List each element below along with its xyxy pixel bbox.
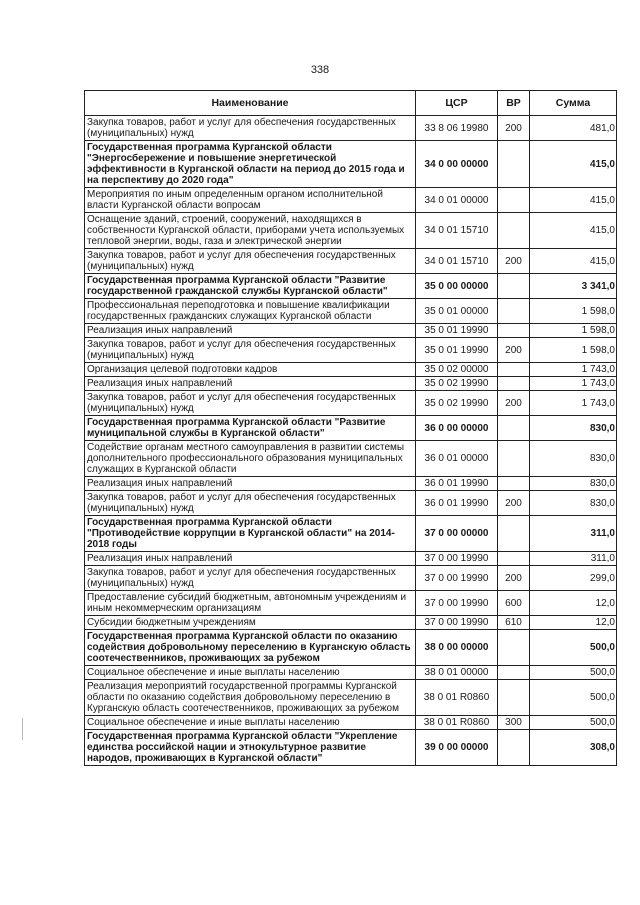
table-row	[85, 716, 617, 730]
cell-sum: 830,0	[530, 491, 617, 516]
cell-csr: 37 0 00 00000	[416, 516, 498, 552]
cell-sum: 500,0	[530, 666, 617, 680]
table-row	[85, 666, 617, 680]
cell-vr	[498, 516, 530, 552]
table-row	[85, 591, 617, 616]
cell-csr: 35 0 02 19990	[416, 377, 498, 391]
header-sum: Сумма	[530, 91, 617, 116]
header-name: Наименование	[85, 91, 416, 116]
cell-name: Реализация иных направлений	[85, 377, 416, 391]
table-row	[85, 116, 617, 141]
cell-csr: 34 0 01 00000	[416, 188, 498, 213]
cell-sum: 415,0	[530, 213, 617, 249]
cell-vr: 200	[498, 249, 530, 274]
cell-name: Организация целевой подготовки кадров	[85, 363, 416, 377]
cell-name: Закупка товаров, работ и услуг для обеспечения государственных (муниципальных) нужд	[85, 338, 416, 363]
cell-vr	[498, 299, 530, 324]
cell-vr	[498, 274, 530, 299]
cell-vr: 610	[498, 616, 530, 630]
table-row	[85, 141, 617, 188]
cell-vr	[498, 441, 530, 477]
cell-csr: 38 0 01 00000	[416, 666, 498, 680]
cell-sum: 830,0	[530, 416, 617, 441]
cell-csr: 35 0 01 19990	[416, 338, 498, 363]
table-row	[85, 441, 617, 477]
table-row	[85, 616, 617, 630]
cell-name: Государственная программа Курганской области "Энергосбережение и повышение энергетической эффективности в Курганской области на период до 2015 года и на перспективу до 2020 года"	[85, 141, 416, 188]
cell-name: Мероприятия по иным определенным органом исполнительной власти Курганской области вопросам	[85, 188, 416, 213]
cell-vr: 200	[498, 491, 530, 516]
cell-csr: 37 0 00 19990	[416, 566, 498, 591]
cell-vr	[498, 477, 530, 491]
cell-sum: 299,0	[530, 566, 617, 591]
cell-vr	[498, 188, 530, 213]
cell-csr: 36 0 01 00000	[416, 441, 498, 477]
cell-sum: 1 598,0	[530, 338, 617, 363]
table-row	[85, 274, 617, 299]
cell-sum: 500,0	[530, 630, 617, 666]
cell-name: Социальное обеспечение и иные выплаты населению	[85, 716, 416, 730]
cell-csr: 35 0 02 00000	[416, 363, 498, 377]
cell-vr	[498, 630, 530, 666]
cell-sum: 311,0	[530, 516, 617, 552]
table-row	[85, 566, 617, 591]
cell-name: Субсидии бюджетным учреждениям	[85, 616, 416, 630]
cell-csr: 37 0 00 19990	[416, 552, 498, 566]
cell-sum: 3 341,0	[530, 274, 617, 299]
table-row	[85, 338, 617, 363]
budget-table	[84, 90, 617, 766]
cell-csr: 36 0 01 19990	[416, 477, 498, 491]
table-row	[85, 680, 617, 716]
cell-csr: 36 0 01 19990	[416, 491, 498, 516]
cell-name: Государственная программа Курганской области по оказанию содействия добровольному переселению в Курганскую область соотечественников, проживающих за рубежом	[85, 630, 416, 666]
cell-sum: 415,0	[530, 141, 617, 188]
cell-vr: 200	[498, 338, 530, 363]
cell-vr: 200	[498, 566, 530, 591]
cell-name: Государственная программа Курганской области "Укрепление единства российской нации и этнокультурное развитие народов, проживающих в Курганской области"	[85, 730, 416, 766]
cell-sum: 830,0	[530, 441, 617, 477]
cell-name: Закупка товаров, работ и услуг для обеспечения государственных (муниципальных) нужд	[85, 116, 416, 141]
cell-sum: 415,0	[530, 188, 617, 213]
cell-csr: 35 0 02 19990	[416, 391, 498, 416]
table-row	[85, 324, 617, 338]
cell-name: Государственная программа Курганской области "Противодействие коррупции в Курганской области" на 2014-2018 годы	[85, 516, 416, 552]
cell-csr: 35 0 01 00000	[416, 299, 498, 324]
table-row	[85, 730, 617, 766]
table-row	[85, 477, 617, 491]
cell-csr: 38 0 01 R0860	[416, 680, 498, 716]
table-row	[85, 552, 617, 566]
cell-vr: 200	[498, 391, 530, 416]
cell-csr: 39 0 00 00000	[416, 730, 498, 766]
table-body	[85, 116, 617, 766]
cell-sum: 308,0	[530, 730, 617, 766]
table-row	[85, 188, 617, 213]
cell-name: Закупка товаров, работ и услуг для обеспечения государственных (муниципальных) нужд	[85, 566, 416, 591]
cell-csr: 33 8 06 19980	[416, 116, 498, 141]
cell-name: Социальное обеспечение и иные выплаты населению	[85, 666, 416, 680]
cell-name: Закупка товаров, работ и услуг для обеспечения государственных (муниципальных) нужд	[85, 391, 416, 416]
header-vr: ВР	[498, 91, 530, 116]
cell-sum: 1 743,0	[530, 391, 617, 416]
cell-vr	[498, 680, 530, 716]
cell-sum: 1 743,0	[530, 363, 617, 377]
cell-vr: 600	[498, 591, 530, 616]
cell-csr: 35 0 01 19990	[416, 324, 498, 338]
table-header-row	[85, 91, 617, 116]
table-row	[85, 391, 617, 416]
cell-sum: 311,0	[530, 552, 617, 566]
cell-name: Оснащение зданий, строений, сооружений, находящихся в собственности Курганской области, приборами учета используемых тепловой энергии, воды, газа и электрической энергии	[85, 213, 416, 249]
table-row	[85, 416, 617, 441]
cell-name: Реализация иных направлений	[85, 324, 416, 338]
table-row	[85, 491, 617, 516]
cell-csr: 38 0 00 00000	[416, 630, 498, 666]
cell-sum: 12,0	[530, 591, 617, 616]
cell-vr	[498, 666, 530, 680]
cell-name: Содействие органам местного самоуправления в развитии системы дополнительного профессионального образования муниципальных служащих в Курганской области	[85, 441, 416, 477]
cell-csr: 36 0 00 00000	[416, 416, 498, 441]
cell-csr: 35 0 00 00000	[416, 274, 498, 299]
cell-name: Государственная программа Курганской области "Развитие муниципальной службы в Курганской области"	[85, 416, 416, 441]
cell-name: Предоставление субсидий бюджетным, автономным учреждениям и иным некоммерческим организациям	[85, 591, 416, 616]
cell-name: Государственная программа Курганской области "Развитие государственной гражданской службы Курганской области"	[85, 274, 416, 299]
scan-artifact	[22, 718, 23, 740]
cell-sum: 481,0	[530, 116, 617, 141]
cell-name: Реализация иных направлений	[85, 552, 416, 566]
cell-vr	[498, 730, 530, 766]
table-row	[85, 363, 617, 377]
cell-vr: 300	[498, 716, 530, 730]
table-row	[85, 213, 617, 249]
table-row	[85, 249, 617, 274]
cell-vr	[498, 213, 530, 249]
cell-sum: 500,0	[530, 680, 617, 716]
cell-csr: 34 0 01 15710	[416, 249, 498, 274]
cell-vr	[498, 363, 530, 377]
cell-sum: 1 743,0	[530, 377, 617, 391]
table-row	[85, 299, 617, 324]
cell-csr: 37 0 00 19990	[416, 616, 498, 630]
cell-name: Реализация иных направлений	[85, 477, 416, 491]
cell-csr: 38 0 01 R0860	[416, 716, 498, 730]
cell-sum: 415,0	[530, 249, 617, 274]
cell-vr	[498, 552, 530, 566]
cell-sum: 1 598,0	[530, 324, 617, 338]
cell-name: Реализация мероприятий государственной программы Курганской области по оказанию содействия добровольному переселению в Курганскую область соотечественников, проживающих за рубежом	[85, 680, 416, 716]
cell-csr: 37 0 00 19990	[416, 591, 498, 616]
table-row	[85, 630, 617, 666]
cell-sum: 500,0	[530, 716, 617, 730]
cell-sum: 830,0	[530, 477, 617, 491]
table-row	[85, 516, 617, 552]
table-row	[85, 377, 617, 391]
cell-vr	[498, 377, 530, 391]
page-number: 338	[310, 64, 330, 76]
cell-sum: 12,0	[530, 616, 617, 630]
header-csr: ЦСР	[416, 91, 498, 116]
cell-name: Закупка товаров, работ и услуг для обеспечения государственных (муниципальных) нужд	[85, 249, 416, 274]
cell-vr: 200	[498, 116, 530, 141]
cell-csr: 34 0 01 15710	[416, 213, 498, 249]
cell-vr	[498, 141, 530, 188]
cell-sum: 1 598,0	[530, 299, 617, 324]
cell-csr: 34 0 00 00000	[416, 141, 498, 188]
cell-vr	[498, 416, 530, 441]
cell-vr	[498, 324, 530, 338]
cell-name: Закупка товаров, работ и услуг для обеспечения государственных (муниципальных) нужд	[85, 491, 416, 516]
cell-name: Профессиональная переподготовка и повышение квалификации государственных гражданских служащих Курганской области	[85, 299, 416, 324]
